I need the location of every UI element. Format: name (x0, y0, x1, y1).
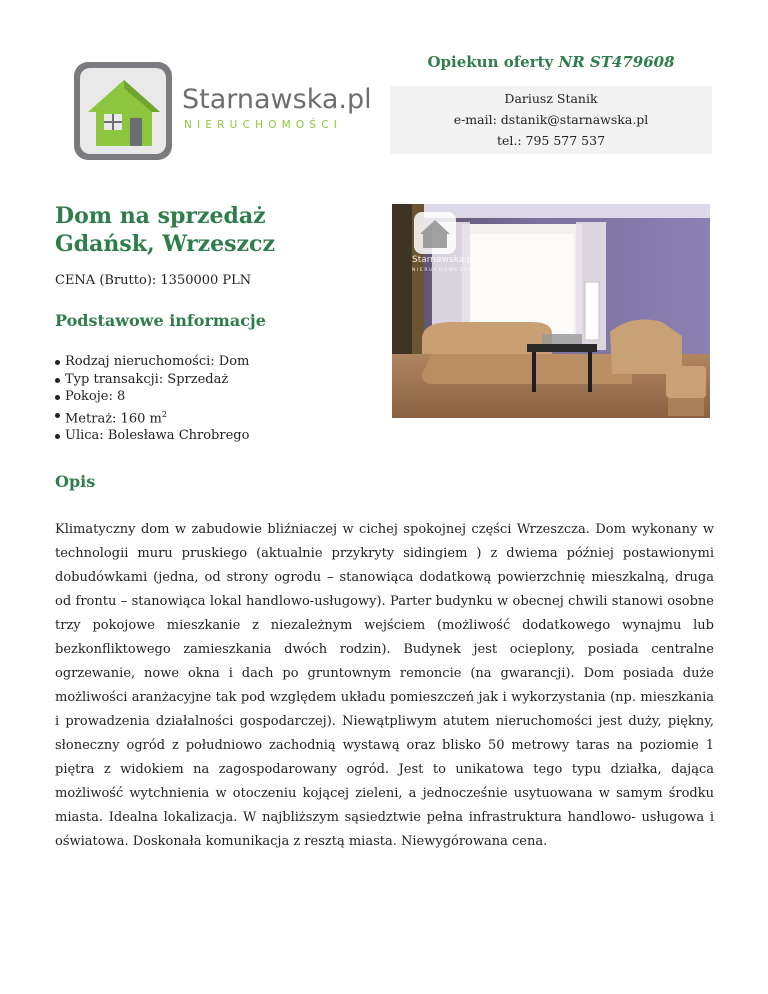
brand-tagline: NIERUCHOMOŚCI (184, 119, 343, 131)
watermark-tagline: NIERUCHOMOŚCI (412, 268, 472, 273)
agent-email[interactable]: e-mail: dstanik@starnawska.pl (453, 112, 649, 127)
house-logo-icon (74, 62, 374, 160)
info-rooms: Pokoje: 8 (55, 388, 249, 406)
agent-name: Dariusz Stanik (504, 91, 598, 106)
info-property-type: Rodzaj nieruchomości: Dom (55, 353, 249, 371)
info-area (55, 406, 249, 428)
info-area-value: Metraż: 160 m (65, 410, 162, 426)
description-heading: Opis (55, 472, 96, 491)
listing-price: CENA (Brutto): 1350000 PLN (55, 273, 252, 288)
listing-title (55, 202, 275, 258)
watermark-brand-name: Starnawska.pl (412, 255, 476, 265)
company-logo[interactable] (74, 62, 374, 160)
agent-phone[interactable]: tel.: 795 577 537 (496, 133, 606, 148)
info-street: Ulica: Bolesława Chrobrego (55, 427, 249, 445)
offer-contact-heading (390, 53, 712, 71)
contact-box (390, 86, 712, 154)
listing-title-line2: Gdańsk, Wrzeszcz (55, 231, 275, 257)
brand-name: Starnawska.pl (182, 84, 372, 115)
living-room-image (392, 204, 710, 418)
basic-info-list (55, 353, 249, 445)
property-photo[interactable] (392, 204, 710, 418)
contact-title-prefix: Opiekun oferty (427, 53, 554, 71)
info-transaction-type: Typ transakcji: Sprzedaż (55, 371, 249, 389)
offer-reference: NR ST479608 (558, 53, 675, 71)
listing-title-line1: Dom na sprzedaż (55, 203, 266, 229)
area-unit-superscript: 2 (161, 409, 167, 419)
basic-info-heading: Podstawowe informacje (55, 311, 266, 330)
description-text: Klimatyczny dom w zabudowie bliźniaczej w cichej spokojnej części Wrzeszcza. Dom wykonany w technologii muru pruskiego (aktualnie przykryty sidingiem ) z dwiema później postawionymi dobudówkami (jedna, od strony ogrodu – stanowiąca dodatkową powierzchnię mieszkalną, druga od frontu – stanowiąca lokal handlowo-usługowy). Parter budynku w obecnej chwili stanowi osobne trzy pokojowe mieszkanie z niezależnym wejściem (możliwość dodatkowego wynajmu lub bezkonfliktowego zamieszkania dwóch rodzin). Budynek jest ocieplony, posiada centralne ogrzewanie, nowe okna i dach po gruntownym remoncie (na gwarancji). Dom posiada duże możliwości aranżacyjne tak pod względem układu pomieszczeń jak i wykorzystania (np. mieszkania i prowadzenia działalności gospodarczej). Niewątpliwym atutem nieruchomości jest duży, piękny, słoneczny ogród z południowo zachodnią wystawą oraz blisko 50 metrowy taras na poziomie 1 piętra z widokiem na zagospodarowany ogród. Jest to unikatowa tego typu działka, dająca możliwość wytchnienia w otoczeniu kojącej zieleni, a jednocześnie usytuowana w samym środku miasta. Idealna lokalizacja. W najbliższym sąsiedztwie pełna infrastruktura handlowo- usługowa i oświatowa. Doskonała komunikacja z resztą miasta. Niewygórowana cena. (55, 522, 714, 849)
